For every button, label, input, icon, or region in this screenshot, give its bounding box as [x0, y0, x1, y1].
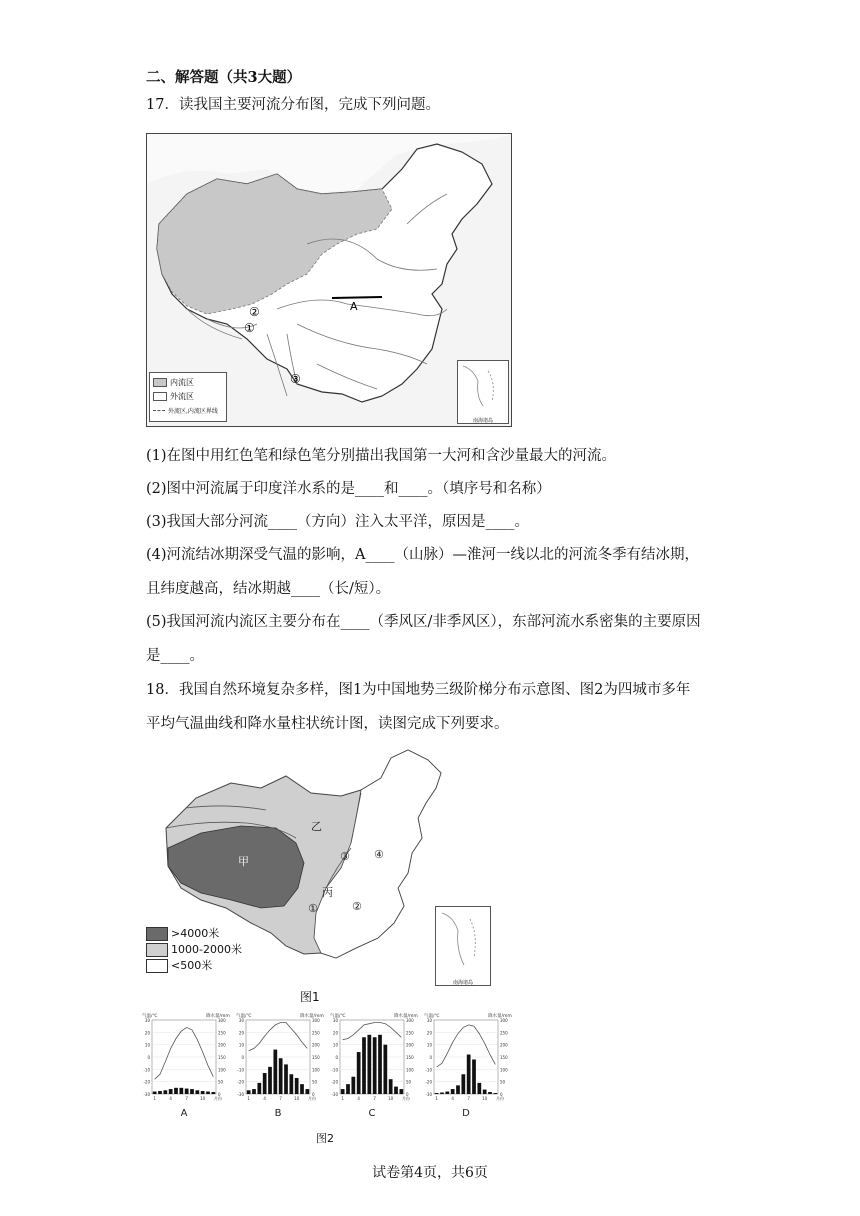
climate-chart-C [330, 1012, 418, 1119]
temp-tick: -30 [143, 1092, 150, 1097]
terrain-marker-1: ① [308, 902, 318, 915]
temp-tick: -10 [143, 1067, 150, 1073]
terrain-marker-4: ④ [374, 848, 384, 861]
precip-bar [440, 1093, 444, 1094]
legend-interior-label: 内流区 [170, 377, 194, 387]
precip-tick: 0 [406, 1092, 409, 1097]
precip-bar [289, 1074, 293, 1094]
legend-interior-swatch [153, 378, 167, 387]
legend-boundary-swatch [153, 410, 165, 411]
q17-sub3: (3)我国大部分河流____（方向）注入太平洋，原因是____。 [146, 514, 530, 530]
temp-tick: -30 [237, 1092, 244, 1097]
section-title: 二、解答题（共3大题） [146, 69, 302, 86]
terrain-inset-svg [436, 907, 490, 975]
figure1-caption: 图1 [300, 990, 320, 1004]
precip-bar [346, 1084, 350, 1094]
precip-bar [174, 1088, 178, 1094]
precip-bar [351, 1077, 355, 1094]
precip-bar [195, 1090, 199, 1094]
river-map-legend [149, 372, 227, 422]
month-tick: 7 [185, 1096, 188, 1101]
precip-bar [179, 1088, 183, 1094]
precip-bar [190, 1089, 194, 1094]
temp-tick: 30 [332, 1018, 338, 1023]
precip-bar [367, 1035, 371, 1094]
temp-axis-label: 气温/℃ [236, 1014, 252, 1019]
precip-bar [273, 1050, 277, 1094]
temp-tick: 10 [426, 1042, 432, 1048]
temp-tick: 10 [238, 1042, 244, 1048]
precip-tick: 150 [218, 1055, 226, 1060]
precip-tick: 250 [500, 1030, 508, 1036]
precip-bar [435, 1093, 439, 1094]
q17-sub5-line1: (5)我国河流内流区主要分布在____（季风区/非季风区），东部河流水系密集的主要原因 [146, 614, 701, 630]
terrain-map [146, 748, 496, 984]
month-tick: 4 [169, 1096, 172, 1101]
climate-chart-name: B [274, 1108, 282, 1119]
temp-axis-label: 气温/℃ [424, 1014, 440, 1019]
precip-bar [206, 1092, 210, 1094]
terrain-inset-label: 南海诸岛 [452, 980, 473, 986]
terrain-label-yi: 乙 [311, 820, 322, 833]
q17-sub1: (1)在图中用红色笔和绿色笔分别描出我国第一大河和含沙量最大的河流。 [146, 448, 617, 464]
precip-tick: 300 [406, 1018, 414, 1023]
precip-axis-label: 降水量/mm [206, 1014, 230, 1019]
precip-tick: 50 [312, 1079, 318, 1085]
climate-chart-D [424, 1012, 512, 1119]
precip-bar [483, 1090, 487, 1094]
precip-tick: 250 [406, 1030, 414, 1036]
precip-tick: 150 [500, 1055, 508, 1060]
temp-tick: 0 [241, 1055, 244, 1060]
precip-bar [461, 1074, 465, 1094]
month-axis-label: 月份 [496, 1096, 504, 1101]
month-tick: 1 [435, 1096, 438, 1101]
month-axis-label: 月份 [214, 1096, 222, 1101]
river-map-inset-label: 南海诸岛 [472, 418, 493, 424]
month-tick: 1 [153, 1096, 156, 1101]
temp-tick: 0 [335, 1055, 338, 1060]
q17-sub4-line1: (4)河流结冰期深受气温的影响，A____（山脉）—淮河一线以北的河流冬季有结冰期， [146, 547, 700, 563]
temperature-curve [249, 1023, 308, 1051]
q17-sub2: (2)图中河流属于印度洋水系的是____和____。（填序号和名称） [146, 481, 551, 497]
temp-tick: 30 [426, 1018, 432, 1023]
precip-bar [357, 1052, 361, 1094]
temp-tick: 0 [147, 1055, 150, 1060]
precip-tick: 200 [312, 1042, 320, 1048]
climate-chart-name: C [368, 1108, 376, 1119]
precip-tick: 50 [218, 1079, 224, 1085]
temp-tick: -10 [237, 1067, 244, 1073]
precip-bar [247, 1090, 251, 1094]
precip-bar [163, 1090, 167, 1094]
temp-tick: 20 [332, 1030, 338, 1036]
page-footer: 试卷第4页，共6页 [372, 1165, 488, 1181]
month-tick: 10 [294, 1096, 300, 1101]
month-tick: 4 [357, 1096, 360, 1101]
terrain-label-jia: 甲 [238, 855, 249, 868]
q17-sub5-line2: 是____。 [146, 648, 204, 664]
precip-axis-label: 降水量/mm [488, 1014, 512, 1019]
temperature-curve [437, 1025, 496, 1067]
month-axis-label: 月份 [402, 1096, 410, 1101]
terrain-label-bing: 丙 [322, 886, 333, 899]
precip-tick: 250 [312, 1030, 320, 1036]
precip-bar [472, 1059, 476, 1094]
month-tick: 10 [388, 1096, 394, 1101]
precip-bar [158, 1091, 162, 1094]
precip-bar [201, 1091, 205, 1094]
precip-bar [362, 1037, 366, 1094]
precip-bar [211, 1092, 215, 1094]
map-marker-1: ① [244, 321, 255, 335]
precip-tick: 0 [500, 1092, 503, 1097]
month-tick: 7 [467, 1096, 470, 1101]
precip-tick: 150 [406, 1055, 414, 1060]
temp-tick: 30 [238, 1018, 244, 1023]
precip-tick: 100 [406, 1067, 414, 1073]
precip-bar [394, 1087, 398, 1094]
month-tick: 4 [451, 1096, 454, 1101]
precip-bar [300, 1084, 304, 1094]
month-tick: 10 [200, 1096, 206, 1101]
month-tick: 7 [279, 1096, 282, 1101]
q18-stem-line2: 平均气温曲线和降水量柱状统计图，读图完成下列要求。 [146, 716, 509, 732]
river-map-inset-svg [458, 361, 508, 413]
temp-tick: -10 [425, 1067, 432, 1073]
precip-bar [389, 1079, 393, 1094]
precip-bar [257, 1083, 261, 1094]
legend-boundary-label: 外流区,内流区界线 [168, 407, 218, 415]
precip-bar [153, 1092, 157, 1094]
temp-tick: 0 [429, 1055, 432, 1060]
precip-bar [185, 1089, 189, 1094]
precip-tick: 100 [312, 1067, 320, 1073]
precip-bar [305, 1089, 309, 1094]
precip-bar [268, 1067, 272, 1094]
terrain-inset [435, 906, 491, 986]
month-tick: 4 [263, 1096, 266, 1101]
month-tick: 1 [341, 1096, 344, 1101]
precip-tick: 50 [406, 1079, 412, 1085]
precip-axis-label: 降水量/mm [394, 1014, 418, 1019]
q17-sub4-line2: 且纬度越高，结冰期越____（长/短）。 [146, 581, 391, 597]
month-axis-label: 月份 [308, 1096, 316, 1101]
river-map-inset [457, 360, 509, 424]
temp-axis-label: 气温/℃ [142, 1014, 158, 1019]
precip-bar [263, 1073, 267, 1094]
legend-mid-label: 1000-2000米 [171, 943, 242, 956]
precip-tick: 200 [406, 1042, 414, 1048]
map-marker-3: ③ [290, 372, 301, 386]
map-marker-a: A [350, 300, 358, 313]
legend-low-swatch [146, 959, 168, 973]
legend-exterior-label: 外流区 [170, 391, 194, 401]
temperature-curve [343, 1023, 402, 1040]
precip-tick: 200 [218, 1042, 226, 1048]
climate-charts [140, 1010, 540, 1130]
precip-tick: 150 [312, 1055, 320, 1060]
precip-tick: 200 [500, 1042, 508, 1048]
precip-bar [378, 1035, 382, 1094]
precip-bar [284, 1064, 288, 1094]
climate-chart-name: A [180, 1108, 188, 1119]
precip-bar [373, 1037, 377, 1094]
climate-chart-A [142, 1012, 230, 1119]
legend-exterior-swatch [153, 392, 167, 401]
precip-bar [456, 1085, 460, 1094]
temp-tick: 20 [426, 1030, 432, 1036]
precip-tick: 100 [218, 1067, 226, 1073]
month-tick: 7 [373, 1096, 376, 1101]
legend-mid-swatch [146, 943, 168, 957]
map-marker-2: ② [249, 305, 260, 319]
precip-tick: 0 [218, 1092, 221, 1097]
temp-tick: -30 [425, 1092, 432, 1097]
precip-bar [467, 1055, 471, 1094]
climate-chart-name: D [462, 1108, 470, 1119]
precip-tick: 300 [218, 1018, 226, 1023]
precip-bar [295, 1078, 299, 1094]
temp-tick: 30 [144, 1018, 150, 1023]
temp-tick: 20 [144, 1030, 150, 1036]
precip-tick: 50 [500, 1079, 506, 1085]
terrain-legend [146, 926, 242, 974]
precip-bar [477, 1083, 481, 1094]
temp-tick: -10 [331, 1067, 338, 1073]
precip-bar [451, 1089, 455, 1094]
precip-bar [399, 1089, 403, 1094]
precip-bar [341, 1089, 345, 1094]
precip-tick: 300 [500, 1018, 508, 1023]
precip-tick: 300 [312, 1018, 320, 1023]
q17-stem: 17．读我国主要河流分布图，完成下列问题。 [146, 97, 440, 113]
legend-low-label: <500米 [171, 959, 213, 972]
month-tick: 1 [247, 1096, 250, 1101]
precip-bar [169, 1089, 173, 1094]
precip-bar [383, 1045, 387, 1094]
temp-tick: -20 [331, 1079, 338, 1085]
q18-stem-line1: 18．我国自然环境复杂多样，图1为中国地势三级阶梯分布示意图、图2为四城市多年 [146, 682, 691, 698]
precip-bar [493, 1093, 497, 1094]
precip-tick: 100 [500, 1067, 508, 1073]
precip-bar [279, 1058, 283, 1094]
precip-axis-label: 降水量/mm [300, 1014, 324, 1019]
legend-high-swatch [146, 927, 168, 941]
temp-tick: 10 [332, 1042, 338, 1048]
precip-bar [445, 1092, 449, 1094]
temperature-curve [155, 1027, 214, 1079]
climate-chart-B [236, 1012, 324, 1119]
precip-tick: 250 [218, 1030, 226, 1036]
temp-tick: -30 [331, 1092, 338, 1097]
temp-tick: -20 [237, 1079, 244, 1085]
legend-high-label: >4000米 [171, 927, 220, 940]
precip-tick: 0 [312, 1092, 315, 1097]
terrain-marker-3: ③ [340, 850, 350, 863]
river-map [146, 133, 512, 427]
figure2-caption: 图2 [316, 1132, 334, 1145]
temp-tick: 10 [144, 1042, 150, 1048]
temp-tick: -20 [143, 1079, 150, 1085]
temp-tick: 20 [238, 1030, 244, 1036]
month-tick: 10 [482, 1096, 488, 1101]
precip-bar [252, 1089, 256, 1094]
terrain-marker-2: ② [352, 900, 362, 913]
temp-axis-label: 气温/℃ [330, 1014, 346, 1019]
temp-tick: -20 [425, 1079, 432, 1085]
precip-bar [488, 1092, 492, 1094]
